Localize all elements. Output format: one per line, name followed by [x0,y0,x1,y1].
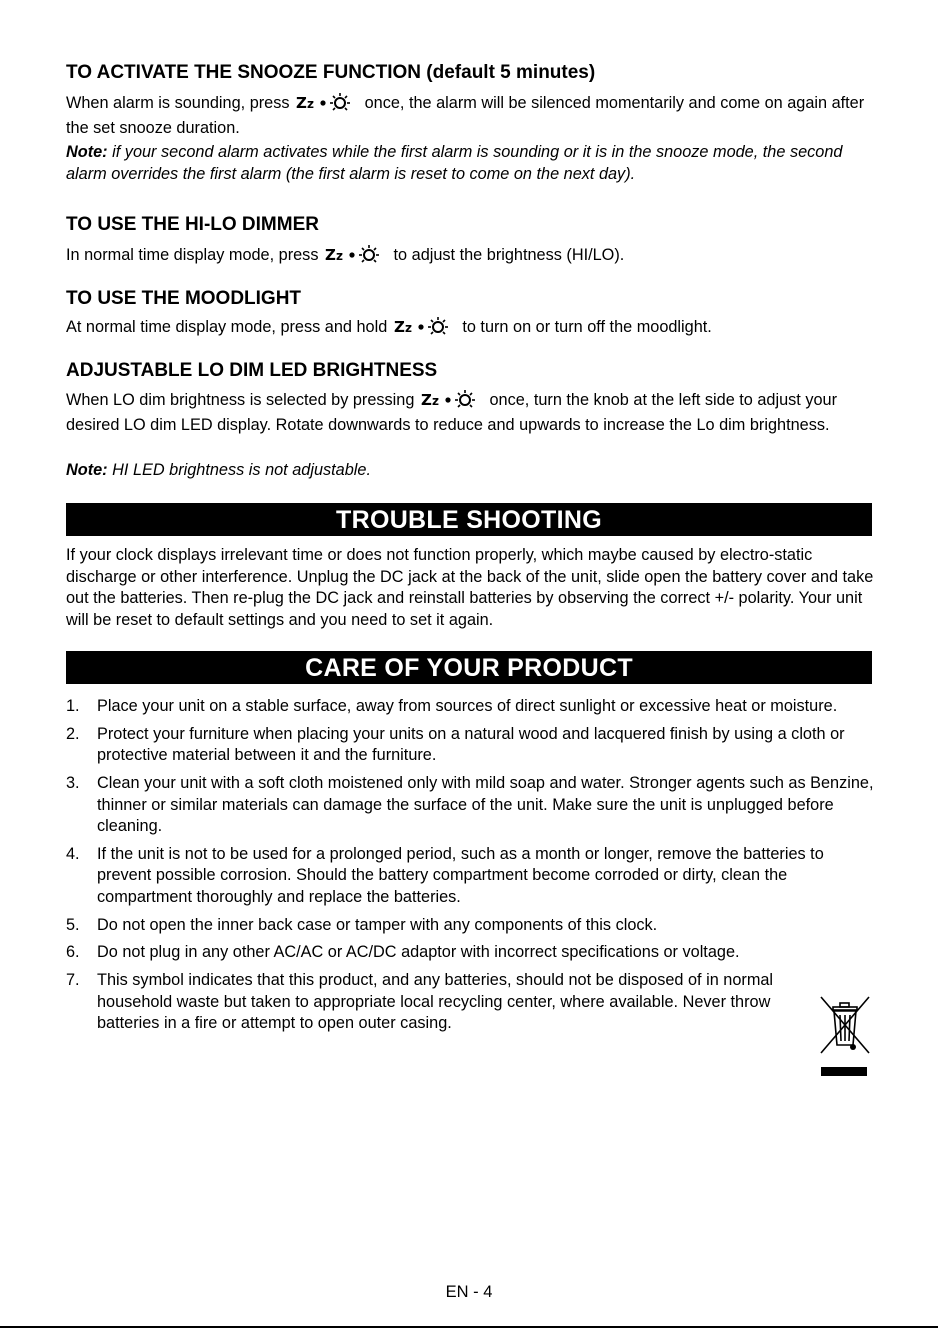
lodim-note-text: HI LED brightness is not adjustable. [112,461,371,479]
page-bottom-rule [0,1326,938,1328]
moodlight-text-after: to turn on or turn off the moodlight. [462,318,712,336]
care-item [66,724,876,767]
svg-text:z: z [336,249,343,263]
care-item [66,844,876,909]
care-item-number: 3. [66,774,80,793]
lodim-note-label: Note: [66,461,108,479]
care-item-number: 2. [66,724,80,743]
zz-dot-light-icon [325,245,387,270]
care-item-number: 6. [66,943,80,962]
care-item-number: 1. [66,697,80,715]
care-item [66,696,876,718]
zz-dot-light-icon [296,93,358,118]
care-item [66,942,876,964]
svg-text:z: z [404,321,412,335]
snooze-text-before: When alarm is sounding, press [66,94,290,112]
zz-dot-light-icon [421,390,483,415]
moodlight-text-before: At normal time display mode, press and hold [66,318,388,336]
lodim-heading: ADJUSTABLE LO DIM LED BRIGHTNESS [66,360,438,381]
care-item [66,970,797,1035]
snooze-note-label: Note: [66,143,108,161]
trouble-shooting-banner: TROUBLE SHOOTING [66,503,872,536]
trouble-shooting-paragraph: If your clock displays irrelevant time or does not function properly, which maybe caused by electro-static discharge or other interference. Unplug the DC jack at the back of the unit, slide open the battery cover and take out the batteries. Then re-plug the DC jack and reinstall batteries by observing the correct +/- polarity. Your unit will be reset to default settings and you need to set it again. [66,546,874,629]
dimmer-heading: TO USE THE HI-LO DIMMER [66,214,319,235]
care-item-number: 4. [66,844,80,863]
dimmer-paragraph [66,245,876,270]
svg-text:Z: Z [296,94,307,111]
snooze-note-text: if your second alarm activates while the first alarm is sounding or it is in the snooze mode, the second alarm overrides the first alarm (the first alarm is reset to come on the next day). [66,143,843,183]
svg-text:z: z [431,394,439,408]
care-item [66,773,876,838]
snooze-text-after: once, the alarm will be silenced momentarily and come on again after the set snooze duration. [66,94,865,137]
dimmer-text-before: In normal time display mode, press [66,246,319,264]
care-item [66,915,876,937]
lodim-text-before: When LO dim brightness is selected by pressing [66,391,415,409]
lodim-text-after: once, turn the knob at the left side to adjust your desired LO dim LED display. Rotate downwards to reduce and upwards to increase the Lo dim brightness. [66,391,838,434]
care-item-number: 7. [66,971,80,990]
snooze-heading: TO ACTIVATE THE SNOOZE FUNCTION (default 5 minutes) [66,62,596,83]
care-item-text: Clean your unit with a soft cloth moistened only with mild soap and water. Stronger agents such as Benzine, thinner or similar materials can damage the surface of the unit. Make sure the unit is unplugged before cleaning. [97,774,874,836]
care-list [66,696,876,1041]
page-number: EN - 4 [445,1283,493,1301]
care-item-number: 5. [66,915,80,934]
svg-text:Z: Z [420,391,432,408]
moodlight-heading: TO USE THE MOODLIGHT [66,288,302,309]
lodim-paragraph [66,390,868,436]
care-item-text: This symbol indicates that this product, and any batteries, should not be disposed of in normal household waste but taken to appropriate local recycling center, where available. Never throw batteries in a fire or attempt to open outer casing. [97,971,774,1033]
svg-text:Z: Z [325,246,336,263]
svg-text:z: z [307,97,315,111]
care-item-text: Place your unit on a stable surface, away from sources of direct sunlight or excessive heat or moisture. [97,697,838,715]
svg-text:Z: Z [393,318,405,335]
care-item-text: Protect your furniture when placing your units on a natural wood and lacquered finish by using a cloth or protective material between it and the furniture. [97,724,845,765]
care-item-text: Do not open the inner back case or tamper with any components of this clock. [97,915,658,934]
care-banner: CARE OF YOUR PRODUCT [66,651,872,684]
care-item-text: If the unit is not to be used for a prolonged period, such as a month or longer, remove the batteries to prevent possible corrosion. Should the battery compartment become corroded or dirty, clean the compartment thoroughly and replace the batteries. [97,844,824,906]
crossed-out-wheelie-bin-icon [818,995,872,1082]
dimmer-text-after: to adjust the brightness (HI/LO). [393,246,625,264]
care-item-text: Do not plug in any other AC/AC or AC/DC adaptor with incorrect specifications or voltage. [97,943,740,962]
moodlight-paragraph [66,317,876,342]
lodim-note [66,460,876,482]
snooze-paragraph [66,93,866,139]
snooze-note [66,142,866,185]
zz-dot-light-icon [394,317,456,342]
